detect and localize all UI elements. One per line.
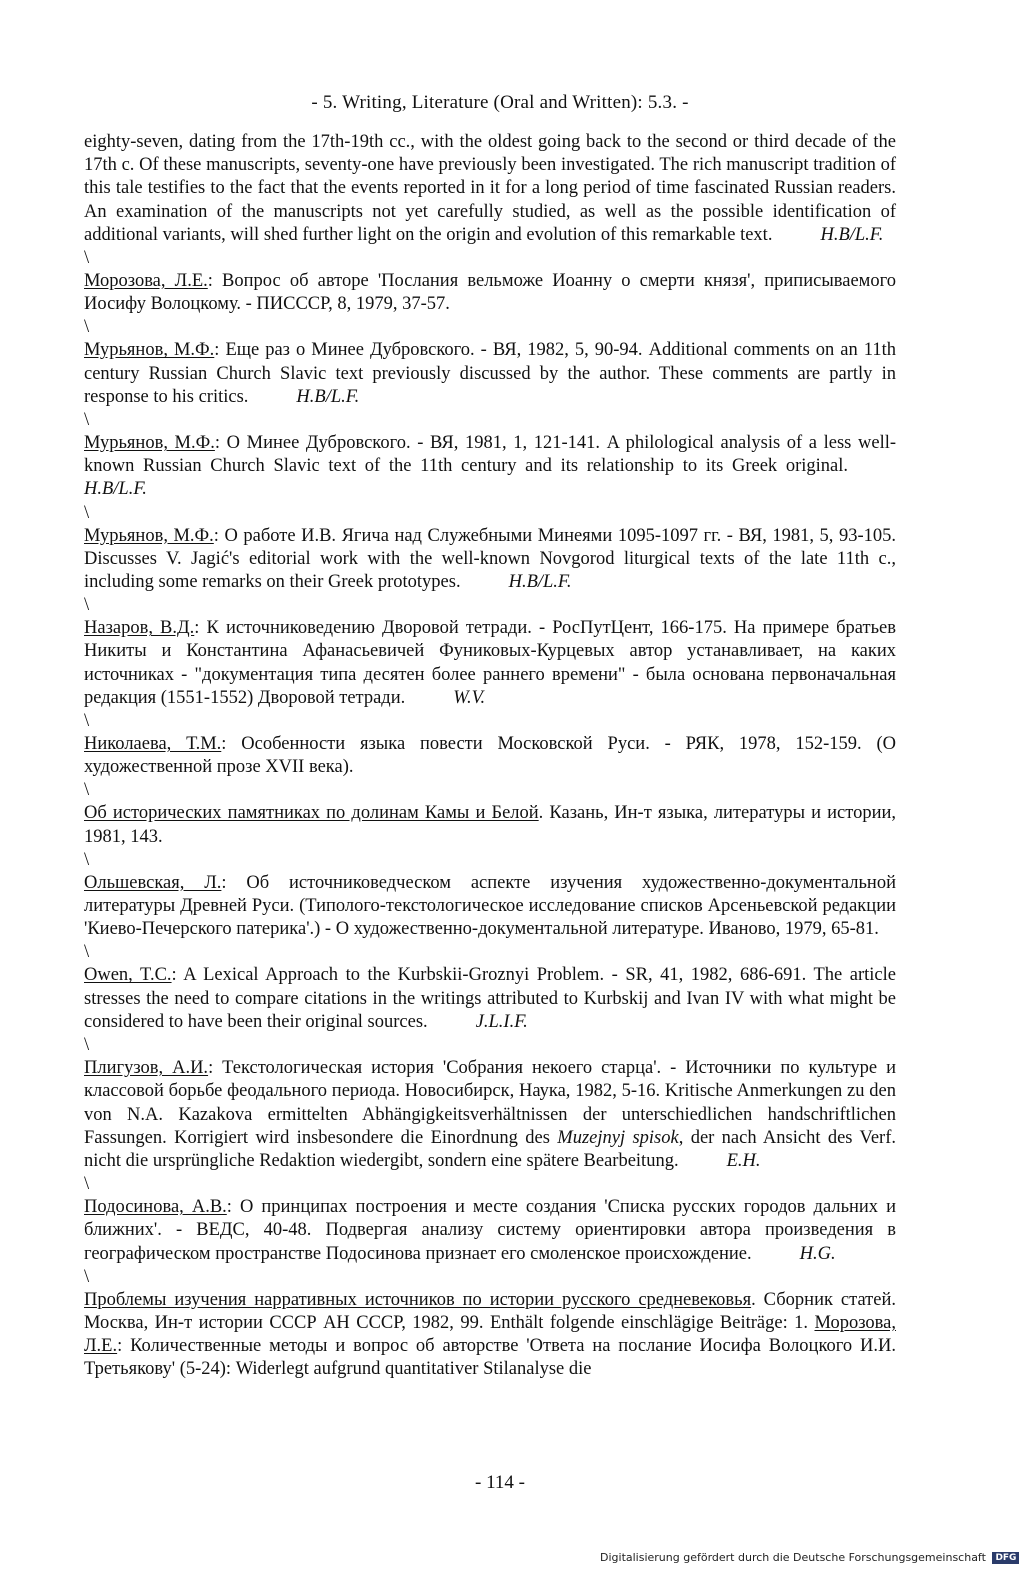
entry-author: Проблемы изучения нарративных источников по истории русского средневековья [84,1289,752,1310]
entry-text: : О Минее Дубровского. - ВЯ, 1981, 1, 121-141. A philological analysis of a less well-known Russian Church Slavic text of the 11th century and its relationship to its Greek original. [84,433,897,477]
reviewer-initials: W.V. [453,687,486,708]
entry-separator: \ [84,410,90,431]
bibliography-entry [84,872,896,942]
entry-text: . Сборник статей. Москва, Ин-т истории СССР АН СССР, 1982, 99. Enthält folgende einschlägige Beiträge: 1. [84,1289,896,1333]
reviewer-initials: H.B/L.F. [820,224,884,245]
entry-text: : Особенности языка повести Московской Руси. - РЯК, 1978, 152-159. (О художественной прозе XVII века). [84,734,896,778]
entry-text: : A Lexical Approach to the Kurbskii-Groznyi Problem. - SR, 41, 1982, 686-691. The article stresses the need to compare citations in the writings attributed to Kurbskij and Ivan IV with what might be considered to have been their original sources. [84,965,896,1032]
entry-text-continued: : Количественные методы и вопрос об авторстве 'Ответа на послание Иосифа Волоцкого И.И. Третьякову' (5-24): Widerlegt aufgrund quantitativer Stilanalyse die [84,1336,896,1380]
entry-text: : О работе И.В. Ягича над Служебными Минеями 1095-1097 гг. - ВЯ, 1981, 5, 93-105. Discusses V. Jagić's editorial work with the well-known Novgorod liturgical texts of the late 11th c., including some remarks on their Greek prototypes. [84,525,896,593]
bibliography-entry [84,339,896,409]
dfg-logo: DFG [992,1552,1019,1564]
entry-separator: \ [84,248,90,269]
entry-text: . Казань, Ин-т языка, литературы и истории, 1981, 143. [84,803,896,847]
entry-author: Мурьянов, М.Ф. [84,340,215,361]
entry-separator: \ [84,317,90,338]
entry-text: : Еще раз о Минее Дубровского. - ВЯ, 1982, 5, 90-94. Additional comments on an 11th century Russian Church Slavic text previously discussed by the author. These comments are partly in response to his critics. [84,340,896,407]
reviewer-initials: H.B/L.F. [508,572,572,593]
bibliography-entry [84,1289,896,1382]
bibliography-entry [84,525,896,595]
entry-author: Мурьянов, М.Ф. [84,525,214,546]
entry-separator: \ [84,595,90,616]
reviewer-initials: H.B/L.F. [296,386,360,407]
digitization-credit [600,1551,1019,1564]
bibliography-entry [84,964,896,1034]
entry-separator: \ [84,1266,90,1287]
reviewer-initials: E.H. [726,1150,761,1171]
entry-text-continued: , der nach Ansicht des Verf. nicht die ursprüngliche Redaktion wiedergibt, sondern eine spätere Bearbeitung. [84,1127,896,1171]
running-header: - 5. Writing, Literature (Oral and Written): 5.3. - [311,92,689,113]
page-number: - 114 - [475,1472,525,1493]
entry-author: Морозова, Л.Е. [84,271,208,292]
entry-author-secondary: Морозова, Л.Е. [84,1312,896,1357]
credit-text: Digitalisierung gefördert durch die Deutsche Forschungsgemeinschaft [600,1551,986,1564]
entry-separator: \ [84,942,90,963]
italic-title: Muzejnyj spisok [557,1127,679,1148]
entry-text: eighty-seven, dating from the 17th-19th cc., with the oldest going back to the second or third decade of the 17th c. Of these manuscripts, seventy-one have previously been investigated. The rich manuscript tradition of this tale testifies to the fact that the events reported in it for a long period of time fascinated Russian readers. An examination of the manuscripts not yet carefully studied, as well as the possible identification of additional variants, will shed further light on the origin and evolution of this remarkable text. [84,132,896,245]
bibliography-entry [84,733,896,779]
entry-author: Owen, T.C. [84,965,172,986]
entry-separator: \ [84,711,90,732]
bibliography-entry [84,1057,896,1173]
entry-text: : К источниковедению Дворовой тетради. - РосПутЦент, 166-175. На примере братьев Никиты и Константина Афанасьевичей Фуниковых-Курцевых автор устанавливает, на каких источниках - "документация типа десятен более раннего времени" - была основана первоначальная редакция (1551-1552) Дворовой тетради. [84,618,896,708]
entry-separator: \ [84,1174,90,1195]
bibliography-entry [84,270,896,316]
entry-separator: \ [84,502,90,523]
entry-author: Об исторических памятниках по долинам Камы и Белой [84,803,539,824]
bibliography-entry [84,131,896,247]
bibliography-entry [84,617,896,710]
bibliography-entry [84,432,896,502]
entry-author: Подосинова, А.В. [84,1197,227,1218]
bibliography-entry [84,1196,896,1266]
entry-author: Мурьянов, М.Ф. [84,433,215,454]
entry-author: Плигузов, А.И. [84,1058,209,1079]
entry-text: : О принципах построения и месте создания 'Списка русских городов дальних и ближних'. - ВЕДС, 40-48. Подвергая анализу систему ориентировки автора произведения в географическом пространстве Подосинова признает его смоленское происхождение. [84,1197,897,1264]
bibliography-body [84,131,896,1382]
reviewer-initials: H.G. [799,1243,836,1264]
reviewer-initials: J.L.I.F. [475,1011,528,1032]
entry-author: Николаева, Т.М. [84,734,222,755]
entry-text: : Текстологическая история 'Собрания некоего старца'. - Источники по культуре и классовой борьбе феодального периода. Новосибирск, Наука, 1982, 5-16. Kritische Anmerkungen zu den von N.A. Kazakova ermittelten Abhängigkeitsverhältnissen der unterschiedlichen handschriftlichen Fassungen. Korrigiert wird insbesondere die Einordnung des [84,1058,896,1148]
reviewer-initials: H.B/L.F. [84,479,147,500]
bibliography-entry [84,802,896,848]
entry-text: : Об источниковедческом аспекте изучения художественно-документальной литературы Древней Руси. (Типолого-текстологическое исследование списков Арсеньевской редакции 'Киево-Печерского патерика'.) - О художественно-документальной литературе. Иваново, 1979, 65-81. [84,872,896,940]
entry-separator: \ [84,1035,90,1056]
entry-text: : Вопрос об авторе 'Послания вельможе Иоанну о смерти князя', приписываемого Иосифу Волоцкому. - ПИСССР, 8, 1979, 37-57. [84,271,896,315]
entry-author: Назаров, В.Д. [84,618,195,639]
entry-separator: \ [84,780,90,801]
entry-separator: \ [84,849,90,870]
entry-author: Ольшевская, Л. [84,872,222,893]
